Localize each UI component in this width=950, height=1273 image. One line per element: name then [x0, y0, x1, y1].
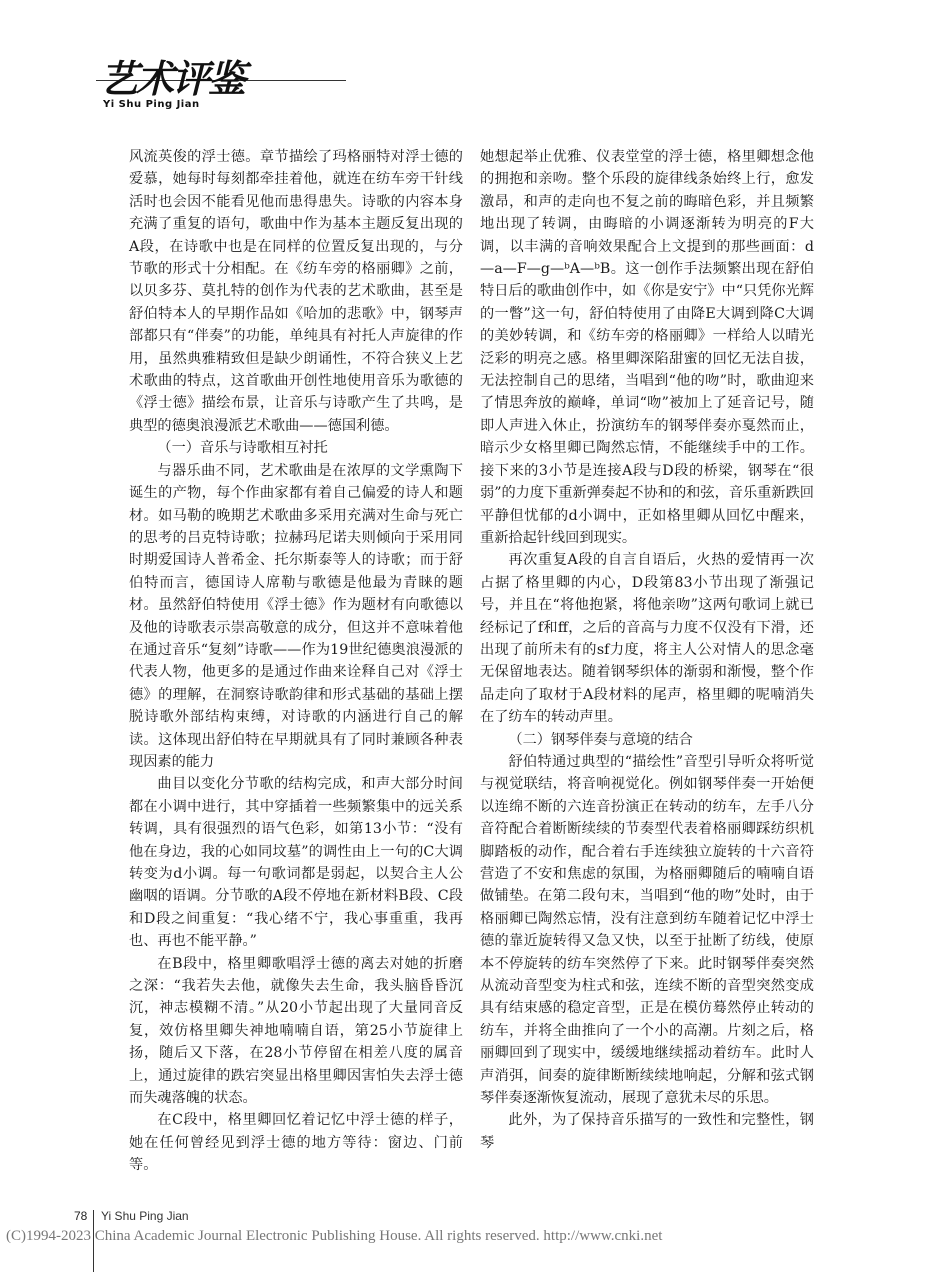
paragraph: 她想起举止优雅、仪表堂堂的浮士德，格里卿想念他的拥抱和亲吻。整个乐段的旋律线条始终上行，愈发激昂，和声的走向也不复之前的晦暗色彩，并且频繁地出现了转调，由晦暗的小调逐渐转为明亮的F大调，以丰满的音响效果配合上文提到的那些画面：d—a—F—g—ᵇA—ᵇB。这一创作手法频繁出现在舒伯特日后的歌曲创作中，如《你是安宁》中“只凭你光辉的一瞥”这一句，舒伯特使用了由降E大调到降C大调的美妙转调，和《纺车旁的格丽卿》一样给人以晴光泛彩的明亮之感。格里卿深陷甜蜜的回忆无法自拔，无法控制自己的思绪，当唱到“他的吻”时，歌曲迎来了情思奔放的巅峰，单词“吻”被加上了延音记号，随即人声进入休止，扮演纺车的钢琴伴奏亦戛然而止，暗示少女格里卿已陶然忘情，不能继续手中的工作。接下来的3小节是连接A段与D段的桥梁，钢琴在“很弱”的力度下重新弹奏起不协和的和弦，音乐重新跌回平静但忧郁的d小调中，正如格里卿从回忆中醒来，重新拾起针线回到现实。: [480, 149, 814, 546]
right-column: [480, 146, 814, 1154]
masthead-pinyin: Yi Shu Ping Jian: [103, 99, 200, 110]
paragraph: 在B段中，格里卿歌唱浮士德的离去对她的折磨之深：“我若失去他，就像失去生命，我头脑昏昏沉沉，神志模糊不清。”从20小节起出现了大量同音反复，效仿格里卿失神地喃喃自语，第25小节旋律上扬，随后又下落，在28小节停留在相差八度的属音上，通过旋律的跌宕突显出格里卿因害怕失去浮士德而失魂落魄的状态。: [129, 955, 463, 1107]
paragraph: 与器乐曲不同，艺术歌曲是在浓厚的文学熏陶下诞生的产物，每个作曲家都有着自己偏爱的诗人和题材。如马勒的晚期艺术歌曲多采用充满对生命与死亡的思考的吕克特诗歌；拉赫玛尼诺夫则倾向于采用同时期爱国诗人普希金、托尔斯泰等人的诗歌；而于舒伯特而言，德国诗人席勒与歌德是他最为青睐的题材。虽然舒伯特使用《浮士德》作为题材有向歌德以及他的诗歌表示崇高敬意的成分，但这并不意味着他在通过音乐“复刻”诗歌——作为19世纪德奥浪漫派的代表人物，他更多的是通过作曲来诠释自己对《浮士德》的理解，在洞察诗歌韵律和形式基础的基础上摆脱诗歌外部结构束缚，对诗歌的内涵进行自己的解读。这体现出舒伯特在早期就具有了同时兼顾各种表现因素的能力: [129, 462, 463, 770]
paragraph: 舒伯特通过典型的“描绘性”音型引导听众将听觉与视觉联结，将音响视觉化。例如钢琴伴奏一开始便以连绵不断的六连音扮演正在转动的纺车，左手八分音符配合着断断续续的节奏型代表着格丽卿踩纺织机脚踏板的动作，配合着右手连续独立旋转的十六音符营造了不安和焦虑的氛围，为格丽卿随后的喃喃自语做铺垫。在第二段句末，当唱到“他的吻”处时，由于格丽卿已陶然忘情，没有注意到纺车随着记忆中浮士德的靠近旋转得又急又快，以至于扯断了纺线，使原本不停旋转的纺车突然停了下来。此时钢琴伴奏突然从流动音型变为柱式和弦，连续不断的音型突然变成具有结束感的稳定音型，正是在模仿蓦然停止转动的纺车，并将全曲推向了一个小的高潮。片刻之后，格丽卿回到了现实中，缓缓地继续摇动着纺车。此时人声消弭，间奏的旋律断断续续地响起，分解和弦式钢琴伴奏逐渐恢复流动，展现了意犹未尽的乐思。: [480, 753, 814, 1107]
section-heading: （二）钢琴伴奏与意境的结合: [508, 731, 693, 748]
masthead-title: 艺术评鉴: [100, 57, 245, 101]
section-heading: （一）音乐与诗歌相互衬托: [157, 440, 328, 457]
left-column: [129, 146, 463, 1177]
paragraph: 此外，为了保持音乐描写的一致性和完整性，钢琴: [480, 1112, 814, 1151]
page-number: 78: [74, 1209, 88, 1223]
footer-journal-name: Yi Shu Ping Jian: [101, 1209, 189, 1223]
paragraph: 曲目以变化分节歌的结构完成，和声大部分时间都在小调中进行，其中穿插着一些频繁集中的远关系转调，具有很强烈的语气色彩，如第13小节：“没有他在身边，我的心如同坟墓”的调性由上一句的C大调转变为d小调。每一句歌词都是弱起，以契合主人公幽咽的语调。分节歌的A段不停地在新材料B段、C段和D段之间重复：“我心绪不宁，我心事重重，我再也、再也不能平静。”: [129, 776, 463, 950]
copyright-watermark: (C)1994-2023 China Academic Journal Electronic Publishing House. All rights reserved. http://www.cnki.net: [6, 1228, 663, 1244]
paragraph: 在C段中，格里卿回忆着记忆中浮士德的样子，她在任何曾经见到浮士德的地方等待：窗边、门前等。: [129, 1112, 463, 1174]
paragraph: 风流英俊的浮士德。章节描绘了玛格丽特对浮士德的爱慕，她每时每刻都牵挂着他，就连在纺车旁干针线活时也会因不能看见他而患得患失。诗歌的内容本身充满了重复的语句，歌曲中作为基本主题反复出现的A段，在诗歌中也是在同样的位置反复出现的，与分节歌的形式十分相配。在《纺车旁的格丽卿》之前，以贝多芬、莫扎特的创作为代表的艺术歌曲，甚至是舒伯特本人的早期作品如《哈加的悲歌》中，钢琴声部都只有“伴奏”的功能，单纯具有衬托人声旋律的作用，虽然典雅精致但是缺少朗诵性，不符合狭义上艺术歌曲的特点，这首歌曲开创性地使用音乐为歌德的《浮士德》描绘布景，让音乐与诗歌产生了共鸣，是典型的德奥浪漫派艺术歌曲——德国利德。: [129, 149, 463, 434]
paragraph: 再次重复A段的自言自语后，火热的爱情再一次占据了格里卿的内心，D段第83小节出现了渐强记号，并且在“将他抱紧，将他亲吻”这两句歌词上就已经标记了f和ff，之后的音高与力度不仅没有下滑，还出现了前所未有的sf力度，将主人公对情人的思念毫无保留地表达。随着钢琴织体的渐弱和渐慢，整个作品走向了取材于A段材料的尾声，格里卿的呢喃消失在了纺车的转动声里。: [480, 552, 814, 726]
